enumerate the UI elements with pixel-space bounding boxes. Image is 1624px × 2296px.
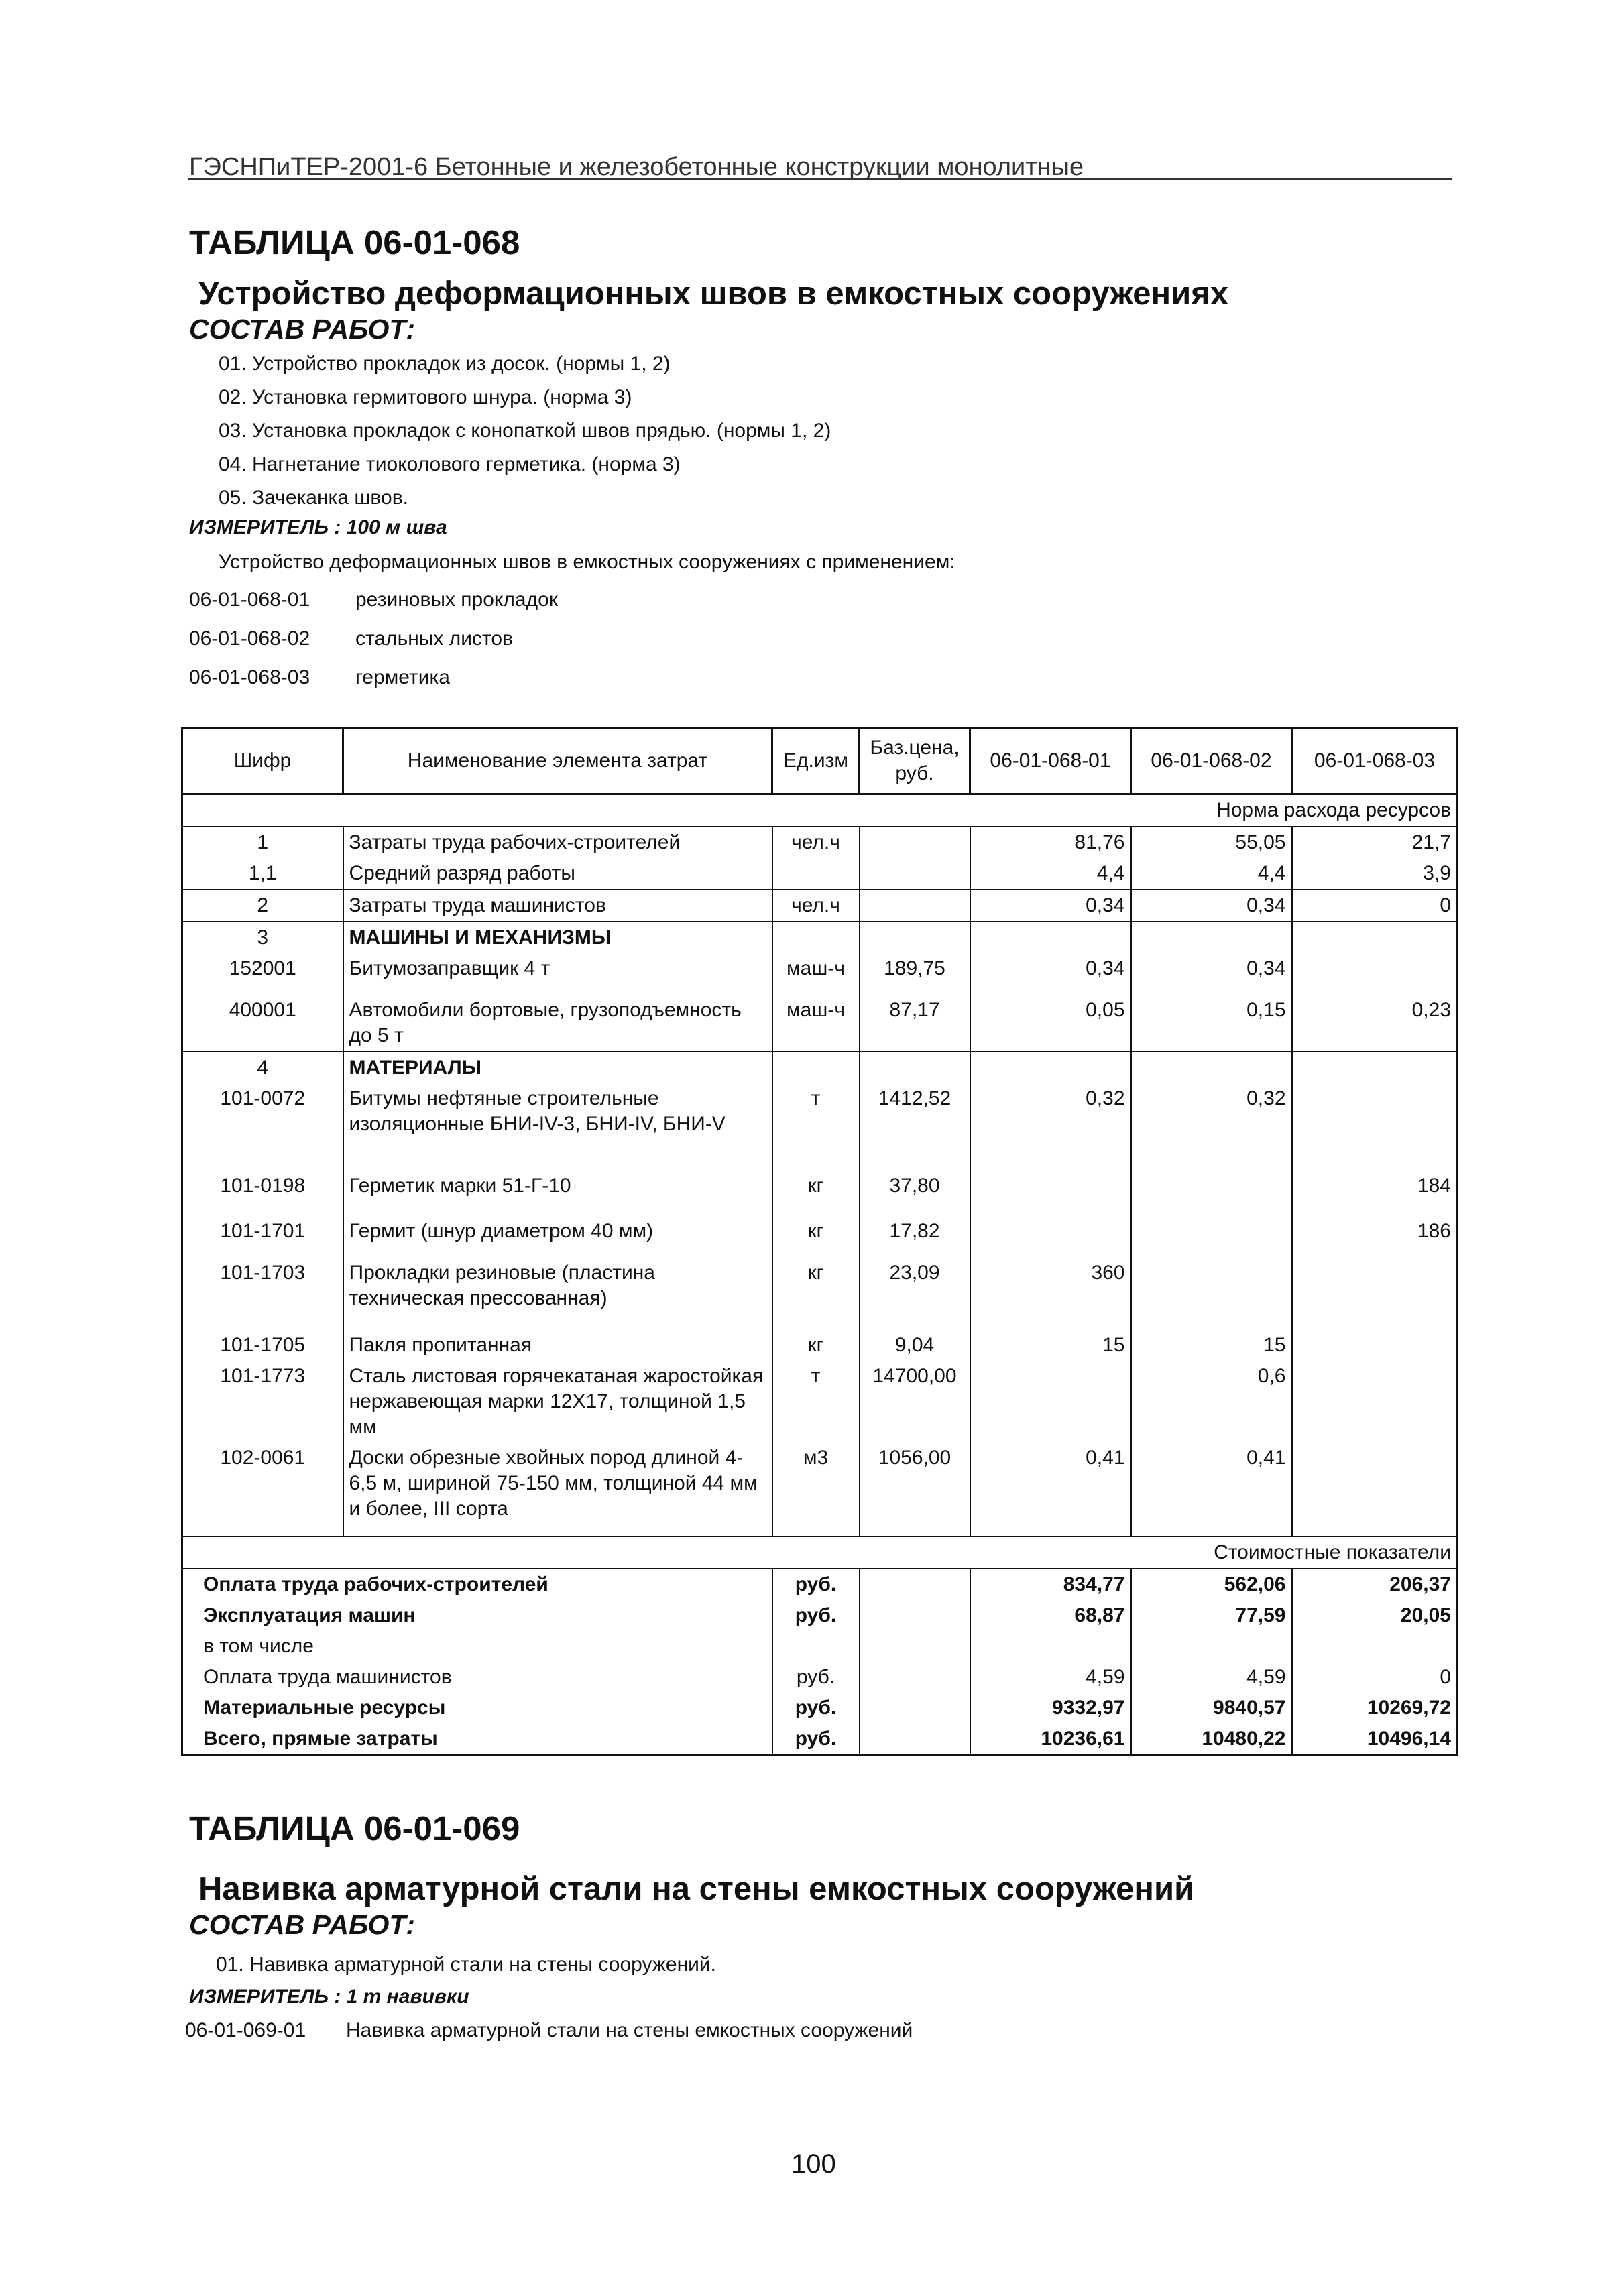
- table-row: [182, 827, 1458, 858]
- row-name: Затраты труда рабочих-строителей: [343, 827, 772, 858]
- row-code: 2: [182, 890, 343, 922]
- row-price: 189,75: [860, 953, 970, 995]
- row-code: 101-1773: [182, 1361, 343, 1443]
- norm-caption-row: [182, 794, 1458, 827]
- cost-row: [182, 1724, 1458, 1756]
- row-value-3: [1292, 1258, 1458, 1330]
- code: 06-01-068-03: [189, 666, 310, 688]
- code: 06-01-068-02: [189, 627, 310, 650]
- cost-name: Оплата труда рабочих-строителей: [182, 1569, 772, 1600]
- table-row: [182, 890, 1458, 922]
- row-value-1: 4,4: [970, 858, 1131, 890]
- row-value-2: [1131, 1216, 1292, 1258]
- row-unit: т: [772, 1361, 860, 1443]
- table1-subtitle: Устройство деформационных швов в емкостных сооружениях: [198, 276, 1229, 312]
- row-value-1: 15: [970, 1330, 1131, 1361]
- row-price: [860, 922, 970, 953]
- row-unit: т: [772, 1083, 860, 1170]
- row-price: 14700,00: [860, 1361, 970, 1443]
- cost-value-2: 4,59: [1131, 1662, 1292, 1693]
- row-value-1: [970, 1052, 1131, 1083]
- row-code: 4: [182, 1052, 343, 1083]
- row-value-1: [970, 1170, 1131, 1216]
- cost-name: Всего, прямые затраты: [182, 1724, 772, 1756]
- cost-value-2: 9840,57: [1131, 1693, 1292, 1724]
- row-name: Гермит (шнур диаметром 40 мм): [343, 1216, 772, 1258]
- row-code: 3: [182, 922, 343, 953]
- cost-name: Материальные ресурсы: [182, 1693, 772, 1724]
- code: 06-01-069-01: [185, 2019, 306, 2041]
- cost-name: Оплата труда машинистов: [182, 1662, 772, 1693]
- code-name: герметика: [355, 666, 450, 688]
- cost-price-empty: [860, 1662, 970, 1693]
- row-value-1: 0,41: [970, 1443, 1131, 1536]
- table-header-row: [182, 728, 1458, 794]
- cost-name: в том числе: [182, 1631, 772, 1662]
- table-row: [182, 1083, 1458, 1170]
- table1-measure: ИЗМЕРИТЕЛЬ : 100 м шва: [189, 516, 447, 538]
- cost-price-empty: [860, 1569, 970, 1600]
- table1-work-item: 01. Устройство прокладок из досок. (нормы 1, 2): [219, 353, 671, 375]
- column-header: Баз.цена, руб.: [860, 728, 970, 794]
- cost-value-3: 10496,14: [1292, 1724, 1458, 1756]
- cost-value-1: 4,59: [970, 1662, 1131, 1693]
- row-price: [860, 1052, 970, 1083]
- row-value-1: 0,32: [970, 1083, 1131, 1170]
- row-value-2: [1131, 1052, 1292, 1083]
- cost-row: [182, 1600, 1458, 1631]
- table1-work-item: 02. Установка гермитового шнура. (норма 3): [219, 386, 632, 408]
- table-row: [182, 858, 1458, 890]
- table1-code-row: [189, 666, 450, 689]
- table1-work-item: 04. Нагнетание тиоколового герметика. (норма 3): [219, 453, 681, 475]
- cost-value-1: 834,77: [970, 1569, 1131, 1600]
- row-code: 102-0061: [182, 1443, 343, 1536]
- table2-measure: ИЗМЕРИТЕЛЬ : 1 т навивки: [189, 1986, 469, 2008]
- row-value-3: [1292, 922, 1458, 953]
- cost-value-1: 10236,61: [970, 1724, 1131, 1756]
- row-code: 101-1701: [182, 1216, 343, 1258]
- row-unit: кг: [772, 1330, 860, 1361]
- table1-works-heading: СОСТАВ РАБОТ:: [189, 314, 416, 345]
- row-unit: [772, 858, 860, 890]
- code-name: резиновых прокладок: [355, 589, 558, 611]
- norms-table: [181, 727, 1458, 1756]
- table1-intro: Устройство деформационных швов в емкостных сооружениях с применением:: [219, 551, 955, 573]
- header-rule: [188, 178, 1452, 180]
- row-value-3: [1292, 953, 1458, 995]
- cost-row: [182, 1693, 1458, 1724]
- running-header: ГЭСНПиТЕР-2001-6 Бетонные и железобетонные конструкции монолитные: [189, 153, 1084, 181]
- row-unit: кг: [772, 1216, 860, 1258]
- row-value-2: [1131, 1258, 1292, 1330]
- code-name: Навивка арматурной стали на стены емкостных сооружений: [346, 2019, 913, 2041]
- row-code: 101-1703: [182, 1258, 343, 1330]
- row-price: [860, 858, 970, 890]
- cost-value-3: [1292, 1631, 1458, 1662]
- row-name: Доски обрезные хвойных пород длиной 4-6,5 м, шириной 75-150 мм, толщиной 44 мм и более, III сорта: [343, 1443, 772, 1536]
- table2-code-row: [185, 2019, 913, 2042]
- cost-unit: [772, 1631, 860, 1662]
- cost-row: [182, 1569, 1458, 1600]
- row-value-1: 0,34: [970, 953, 1131, 995]
- row-value-1: 360: [970, 1258, 1131, 1330]
- row-unit: чел.ч: [772, 890, 860, 922]
- table-row: [182, 1330, 1458, 1361]
- column-header: 06-01-068-01: [970, 728, 1131, 794]
- cost-price-empty: [860, 1600, 970, 1631]
- cost-value-1: [970, 1631, 1131, 1662]
- row-value-3: 186: [1292, 1216, 1458, 1258]
- cost-value-2: 77,59: [1131, 1600, 1292, 1631]
- row-value-2: 0,6: [1131, 1361, 1292, 1443]
- row-value-2: 0,34: [1131, 890, 1292, 922]
- cost-unit: руб.: [772, 1724, 860, 1756]
- table-row: [182, 1216, 1458, 1258]
- row-value-1: [970, 1216, 1131, 1258]
- column-header: 06-01-068-03: [1292, 728, 1458, 794]
- row-unit: [772, 1052, 860, 1083]
- row-code: 1,1: [182, 858, 343, 890]
- code: 06-01-068-01: [189, 589, 310, 611]
- column-header: Наименование элемента затрат: [343, 728, 772, 794]
- table2-subtitle: Навивка арматурной стали на стены емкостных сооружений: [198, 1871, 1195, 1907]
- row-value-2: 0,32: [1131, 1083, 1292, 1170]
- row-price: 1412,52: [860, 1083, 970, 1170]
- row-value-3: [1292, 1361, 1458, 1443]
- row-value-1: [970, 922, 1131, 953]
- row-name: Автомобили бортовые, грузоподъемность до 5 т: [343, 995, 772, 1052]
- row-value-2: 0,15: [1131, 995, 1292, 1052]
- row-name: Пакля пропитанная: [343, 1330, 772, 1361]
- row-price: 17,82: [860, 1216, 970, 1258]
- row-name: Герметик марки 51-Г-10: [343, 1170, 772, 1216]
- table-row: [182, 1052, 1458, 1083]
- row-value-2: [1131, 922, 1292, 953]
- row-code: 1: [182, 827, 343, 858]
- row-code: 152001: [182, 953, 343, 995]
- row-unit: чел.ч: [772, 827, 860, 858]
- row-value-3: 3,9: [1292, 858, 1458, 890]
- cost-value-3: 0: [1292, 1662, 1458, 1693]
- cost-unit: руб.: [772, 1662, 860, 1693]
- row-price: 37,80: [860, 1170, 970, 1216]
- table1-code-row: [189, 589, 558, 611]
- row-name: Битумозаправщик 4 т: [343, 953, 772, 995]
- row-name: Средний разряд работы: [343, 858, 772, 890]
- row-price: [860, 890, 970, 922]
- row-value-3: [1292, 1052, 1458, 1083]
- table2-title: ТАБЛИЦА 06-01-069: [189, 1809, 520, 1848]
- row-name: МАШИНЫ И МЕХАНИЗМЫ: [343, 922, 772, 953]
- row-unit: [772, 922, 860, 953]
- table-row: [182, 953, 1458, 995]
- table1-code-row: [189, 627, 513, 650]
- cost-value-1: 68,87: [970, 1600, 1131, 1631]
- cost-unit: руб.: [772, 1600, 860, 1631]
- table-row: [182, 1170, 1458, 1216]
- table-row: [182, 995, 1458, 1052]
- row-value-1: 0,05: [970, 995, 1131, 1052]
- row-name: Битумы нефтяные строительные изоляционные БНИ-IV-3, БНИ-IV, БНИ-V: [343, 1083, 772, 1170]
- cost-row: [182, 1662, 1458, 1693]
- row-name: Затраты труда машинистов: [343, 890, 772, 922]
- cost-caption-row: [182, 1536, 1458, 1569]
- cost-name: Эксплуатация машин: [182, 1600, 772, 1631]
- table2-work-item: 01. Навивка арматурной стали на стены сооружений.: [216, 1953, 717, 1976]
- row-price: 9,04: [860, 1330, 970, 1361]
- row-value-2: 0,41: [1131, 1443, 1292, 1536]
- row-unit: маш-ч: [772, 995, 860, 1052]
- row-value-3: 0,23: [1292, 995, 1458, 1052]
- row-value-3: 0: [1292, 890, 1458, 922]
- norm-caption: Норма расхода ресурсов: [182, 794, 1458, 827]
- row-price: 23,09: [860, 1258, 970, 1330]
- row-name: МАТЕРИАЛЫ: [343, 1052, 772, 1083]
- row-unit: м3: [772, 1443, 860, 1536]
- table-row: [182, 1361, 1458, 1443]
- column-header: Ед.изм: [772, 728, 860, 794]
- column-header: Шифр: [182, 728, 343, 794]
- cost-value-3: 206,37: [1292, 1569, 1458, 1600]
- row-value-2: 0,34: [1131, 953, 1292, 995]
- cost-price-empty: [860, 1631, 970, 1662]
- row-price: [860, 827, 970, 858]
- row-unit: кг: [772, 1170, 860, 1216]
- cost-value-1: 9332,97: [970, 1693, 1131, 1724]
- row-code: 101-1705: [182, 1330, 343, 1361]
- table1-work-item: 05. Зачеканка швов.: [219, 487, 408, 509]
- cost-value-3: 10269,72: [1292, 1693, 1458, 1724]
- table-row: [182, 1258, 1458, 1330]
- row-value-2: [1131, 1170, 1292, 1216]
- table2-works-heading: СОСТАВ РАБОТ:: [189, 1909, 416, 1940]
- code-name: стальных листов: [355, 627, 513, 650]
- cost-caption: Стоимостные показатели: [182, 1536, 1458, 1569]
- row-code: 101-0072: [182, 1083, 343, 1170]
- cost-unit: руб.: [772, 1569, 860, 1600]
- row-value-3: [1292, 1443, 1458, 1536]
- row-name: Сталь листовая горячекатаная жаростойкая нержавеющая марки 12Х17, толщиной 1,5 мм: [343, 1361, 772, 1443]
- cost-unit: руб.: [772, 1693, 860, 1724]
- row-price: 1056,00: [860, 1443, 970, 1536]
- row-value-3: 21,7: [1292, 827, 1458, 858]
- row-value-3: [1292, 1330, 1458, 1361]
- row-value-1: 0,34: [970, 890, 1131, 922]
- page-number: 100: [791, 2149, 836, 2179]
- row-unit: кг: [772, 1258, 860, 1330]
- row-code: 400001: [182, 995, 343, 1052]
- cost-value-3: 20,05: [1292, 1600, 1458, 1631]
- row-value-2: 15: [1131, 1330, 1292, 1361]
- row-name: Прокладки резиновые (пластина техническая прессованная): [343, 1258, 772, 1330]
- row-value-3: [1292, 1083, 1458, 1170]
- cost-value-2: [1131, 1631, 1292, 1662]
- row-code: 101-0198: [182, 1170, 343, 1216]
- table1-title: ТАБЛИЦА 06-01-068: [189, 223, 520, 261]
- row-unit: маш-ч: [772, 953, 860, 995]
- row-price: 87,17: [860, 995, 970, 1052]
- cost-price-empty: [860, 1693, 970, 1724]
- row-value-3: 184: [1292, 1170, 1458, 1216]
- table1-work-item: 03. Установка прокладок с конопаткой швов прядью. (нормы 1, 2): [219, 420, 831, 442]
- row-value-1: 81,76: [970, 827, 1131, 858]
- cost-value-2: 10480,22: [1131, 1724, 1292, 1756]
- row-value-2: 55,05: [1131, 827, 1292, 858]
- cost-price-empty: [860, 1724, 970, 1756]
- table-row: [182, 1443, 1458, 1536]
- cost-value-2: 562,06: [1131, 1569, 1292, 1600]
- row-value-1: [970, 1361, 1131, 1443]
- cost-row: [182, 1631, 1458, 1662]
- table-row: [182, 922, 1458, 953]
- row-value-2: 4,4: [1131, 858, 1292, 890]
- column-header: 06-01-068-02: [1131, 728, 1292, 794]
